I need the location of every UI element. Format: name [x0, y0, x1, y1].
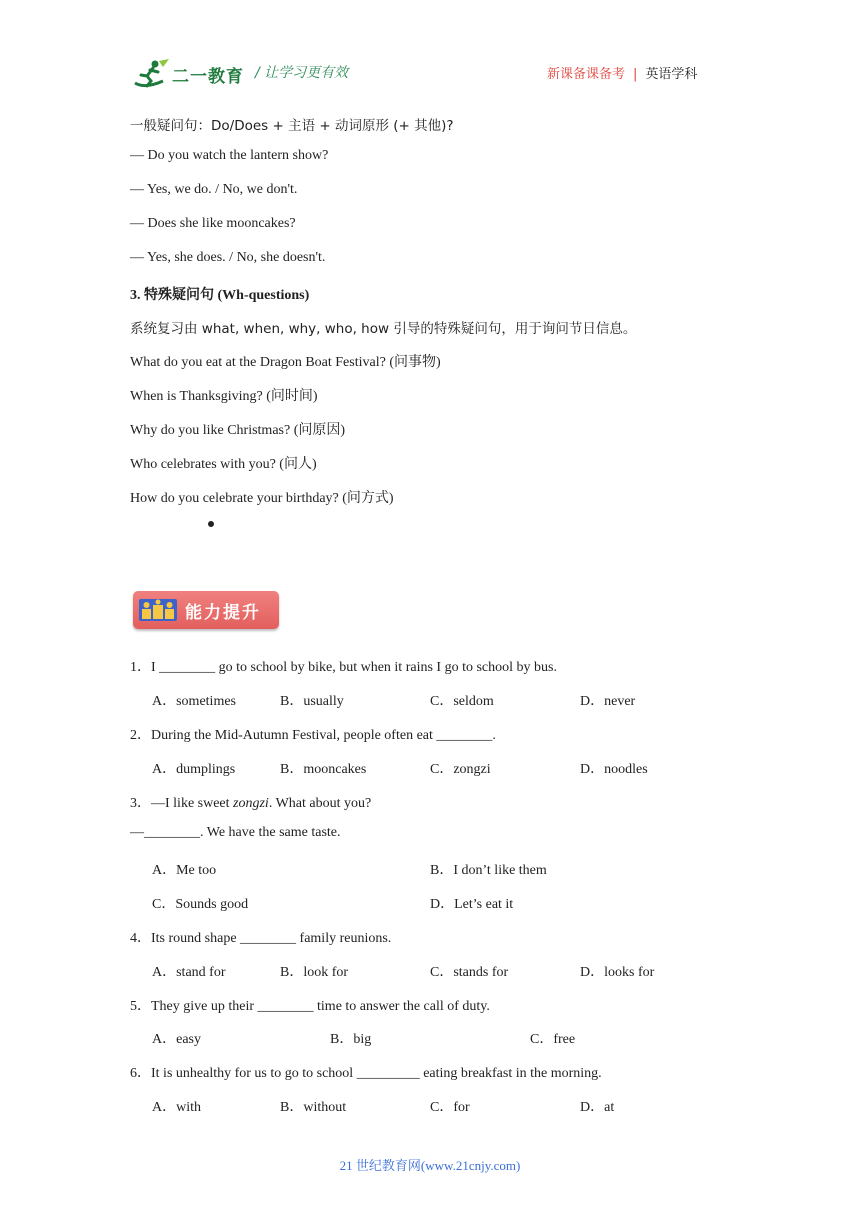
- runner-logo-icon: [133, 59, 171, 89]
- question-stem: 5．They give up their ________ time to answer the call of duty.: [130, 999, 490, 1014]
- option: B．I don’t like them: [430, 863, 547, 878]
- option: C．free: [530, 1032, 576, 1047]
- people-icon: [139, 599, 177, 621]
- example-line: — Yes, we do. / No, we don't.: [130, 182, 298, 197]
- option: A．stand for: [152, 965, 226, 980]
- page-header: [0, 0, 860, 110]
- section-banner: [133, 591, 279, 629]
- wh-example: Who celebrates with you? (问人): [130, 457, 317, 472]
- bullet-dot: [208, 521, 214, 527]
- question-stem: 2．During the Mid-Autumn Festival, people often eat ________.: [130, 728, 496, 743]
- option: A．sometimes: [152, 694, 236, 709]
- question-stem: 4．Its round shape ________ family reunions.: [130, 931, 392, 946]
- option: C．for: [430, 1100, 470, 1115]
- stem-part: 3．—I like sweet: [130, 796, 234, 811]
- wh-example: What do you eat at the Dragon Boat Festival? (问事物): [130, 355, 441, 370]
- option: B．mooncakes: [280, 762, 367, 777]
- header-right: [547, 63, 697, 82]
- option: C．Sounds good: [152, 897, 249, 912]
- footer-source-link[interactable]: 21 世纪教育网(www.21cnjy.com): [339, 1158, 521, 1173]
- example-line: — Yes, she does. / No, she doesn't.: [130, 250, 326, 265]
- question-stem: [130, 792, 371, 812]
- stem-italic-word: zongzi: [233, 796, 269, 811]
- option: D．Let’s eat it: [430, 897, 514, 912]
- option: B．look for: [280, 965, 349, 980]
- section-heading: 3. 特殊疑问句 (Wh-questions): [130, 288, 310, 303]
- section-intro: 系统复习由 what, when, why, who, how 引导的特殊疑问句，用于询问节日信息。: [130, 321, 637, 337]
- slogan: / 让学习更有效: [255, 65, 349, 81]
- banner-label: 能力提升: [185, 603, 261, 623]
- stem-part: . What about you?: [268, 796, 372, 811]
- question-stem: 6．It is unhealthy for us to go to school _________ eating breakfast in the morning.: [130, 1066, 602, 1081]
- header-course-label: 新课备课备考: [547, 67, 626, 82]
- wh-example: Why do you like Christmas? (问原因): [130, 423, 346, 438]
- option: C．stands for: [430, 965, 509, 980]
- option: D．looks for: [580, 965, 655, 980]
- wh-example: When is Thanksgiving? (问时间): [130, 389, 318, 404]
- option: B．big: [330, 1032, 372, 1047]
- option: C．seldom: [430, 694, 494, 709]
- option: D．noodles: [580, 762, 648, 777]
- question-stem: 1．I ________ go to school by bike, but when it rains I go to school by bus.: [130, 660, 557, 675]
- option: A．easy: [152, 1032, 201, 1047]
- option: A．dumplings: [152, 762, 236, 777]
- example-line: — Do you watch the lantern show?: [130, 148, 329, 163]
- example-line: — Does she like mooncakes?: [130, 216, 296, 231]
- option: A．with: [152, 1100, 201, 1115]
- header-separator: |: [633, 67, 638, 82]
- question-stem-reply: —________. We have the same taste.: [130, 825, 341, 840]
- general-question-rule: 一般疑问句：Do/Does + 主语 + 动词原形 (+ 其他)?: [130, 118, 454, 134]
- option: A．Me too: [152, 863, 217, 878]
- header-subject-label: 英语学科: [645, 67, 698, 82]
- option: D．at: [580, 1100, 615, 1115]
- option: B．without: [280, 1100, 347, 1115]
- option: D．never: [580, 694, 636, 709]
- option: C．zongzi: [430, 762, 491, 777]
- wh-example: How do you celebrate your birthday? (问方式): [130, 491, 394, 506]
- logo-text: 二一教育: [172, 67, 244, 87]
- option: B．usually: [280, 694, 344, 709]
